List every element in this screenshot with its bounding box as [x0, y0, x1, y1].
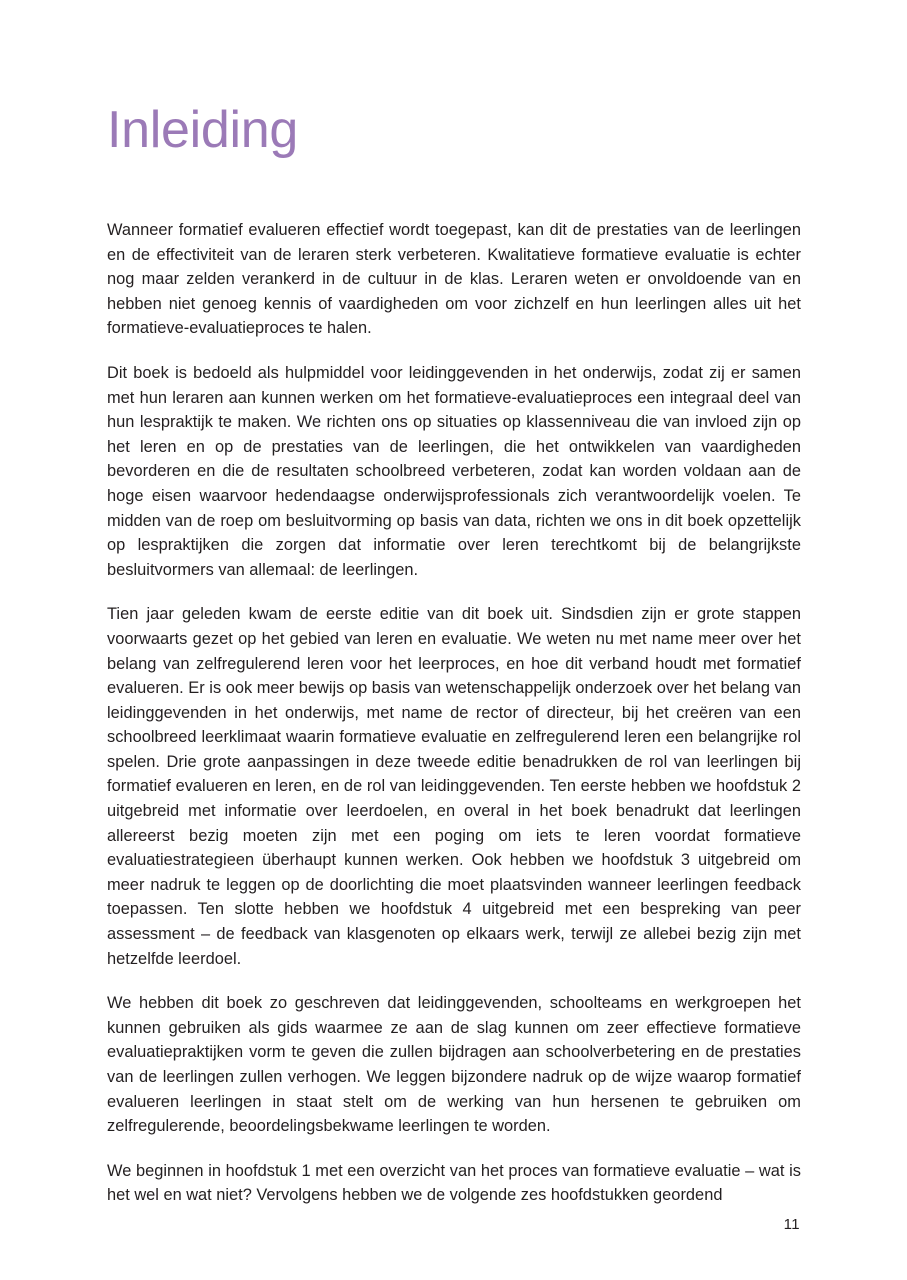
paragraph: Tien jaar geleden kwam de eerste editie van dit boek uit. Sindsdien zijn er grote stappen voorwaarts gezet op het gebied van leren en evaluatie. We weten nu met name meer over het belang van zelfregulerend leren voor het leerproces, en hoe dit verband houdt met formatief evalueren. Er is ook meer bewijs op basis van wetenschappelijk onderzoek over het belang van leidinggevenden in het onderwijs, met name de rector of directeur, bij het creëren van een schoolbreed leerklimaat waarin formatieve evaluatie en zelfregulerend leren een belangrijke rol spelen. Drie grote aanpassingen in deze tweede editie benadrukken de rol van leerlingen bij formatief evalueren en leren, en de rol van leidinggevenden. Ten eerste hebben we hoofdstuk 2 uitgebreid met informatie over leerdoelen, en overal in het boek benadrukt dat leerlingen allereerst bezig moeten zijn met een poging om iets te leren voordat formatieve evaluatiestrategieen überhaupt kunnen werken. Ook hebben we hoofdstuk 3 uitgebreid om meer nadruk te leggen op de doorlichting die moet plaatsvinden wanneer leerlingen feedback toepassen. Ten slotte hebben we hoofdstuk 4 uitgebreid met een bespreking van peer assessment – de feedback van klasgenoten op elkaars werk, terwijl ze allebei bezig zijn met hetzelfde leerdoel.	[107, 605, 801, 968]
page-number: 11	[783, 1216, 800, 1233]
page-title: Inleiding	[107, 101, 299, 159]
paragraph: Dit boek is bedoeld als hulpmiddel voor leidinggevenden in het onderwijs, zodat zij er samen met hun leraren aan kunnen werken om het formatieve-evaluatieproces een integraal deel van hun lespraktijk te maken. We richten ons op situaties op klassenniveau die van invloed zijn op het leren en op de prestaties van de leerlingen, die het ontwikkelen van vaardigheden bevorderen en die de resultaten schoolbreed verbeteren, zodat kan worden voldaan aan de hoge eisen waarvoor hedendaagse onderwijsprofessionals zich verantwoordelijk voelen. Te midden van de roep om besluitvorming op basis van data, richten we ons in dit boek opzettelijk op lespraktijken die zorgen dat informatie over leren terechtkomt bij de belangrijkste besluitvormers van allemaal: de leerlingen.	[107, 363, 801, 579]
paragraph: We hebben dit boek zo geschreven dat leidinggevenden, schoolteams en werkgroepen het kunnen gebruiken als gids waarmee ze aan de slag kunnen om zeer effectieve formatieve evaluatiepraktijken vorm te geven die zullen bijdragen aan schoolverbetering en de prestaties van de leerlingen zullen verhogen. We leggen bijzondere nadruk op de wijze waarop formatief evalueren leerlingen in staat stelt om de werking van hun hersenen te gebruiken om zelfregulerende, beoordelingsbekwame leerlingen te worden.	[107, 994, 801, 1136]
body-text	[107, 218, 801, 1208]
paragraph: Wanneer formatief evalueren effectief wordt toegepast, kan dit de prestaties van de leerlingen en de effectiviteit van de leraren sterk verbeteren. Kwalitatieve formatieve evaluatie is echter nog maar zelden verankerd in de cultuur in de klas. Leraren weten er onvoldoende van en hebben niet genoeg kennis of vaardigheden om voor zichzelf en hun leerlingen alles uit het formatieve-evaluatieproces te halen.	[107, 221, 801, 338]
page-content	[107, 0, 801, 1208]
paragraph: We beginnen in hoofdstuk 1 met een overzicht van het proces van formatieve evaluatie – wat is het wel en wat niet? Vervolgens hebben we de volgende zes hoofdstukken geordend	[107, 1161, 801, 1205]
